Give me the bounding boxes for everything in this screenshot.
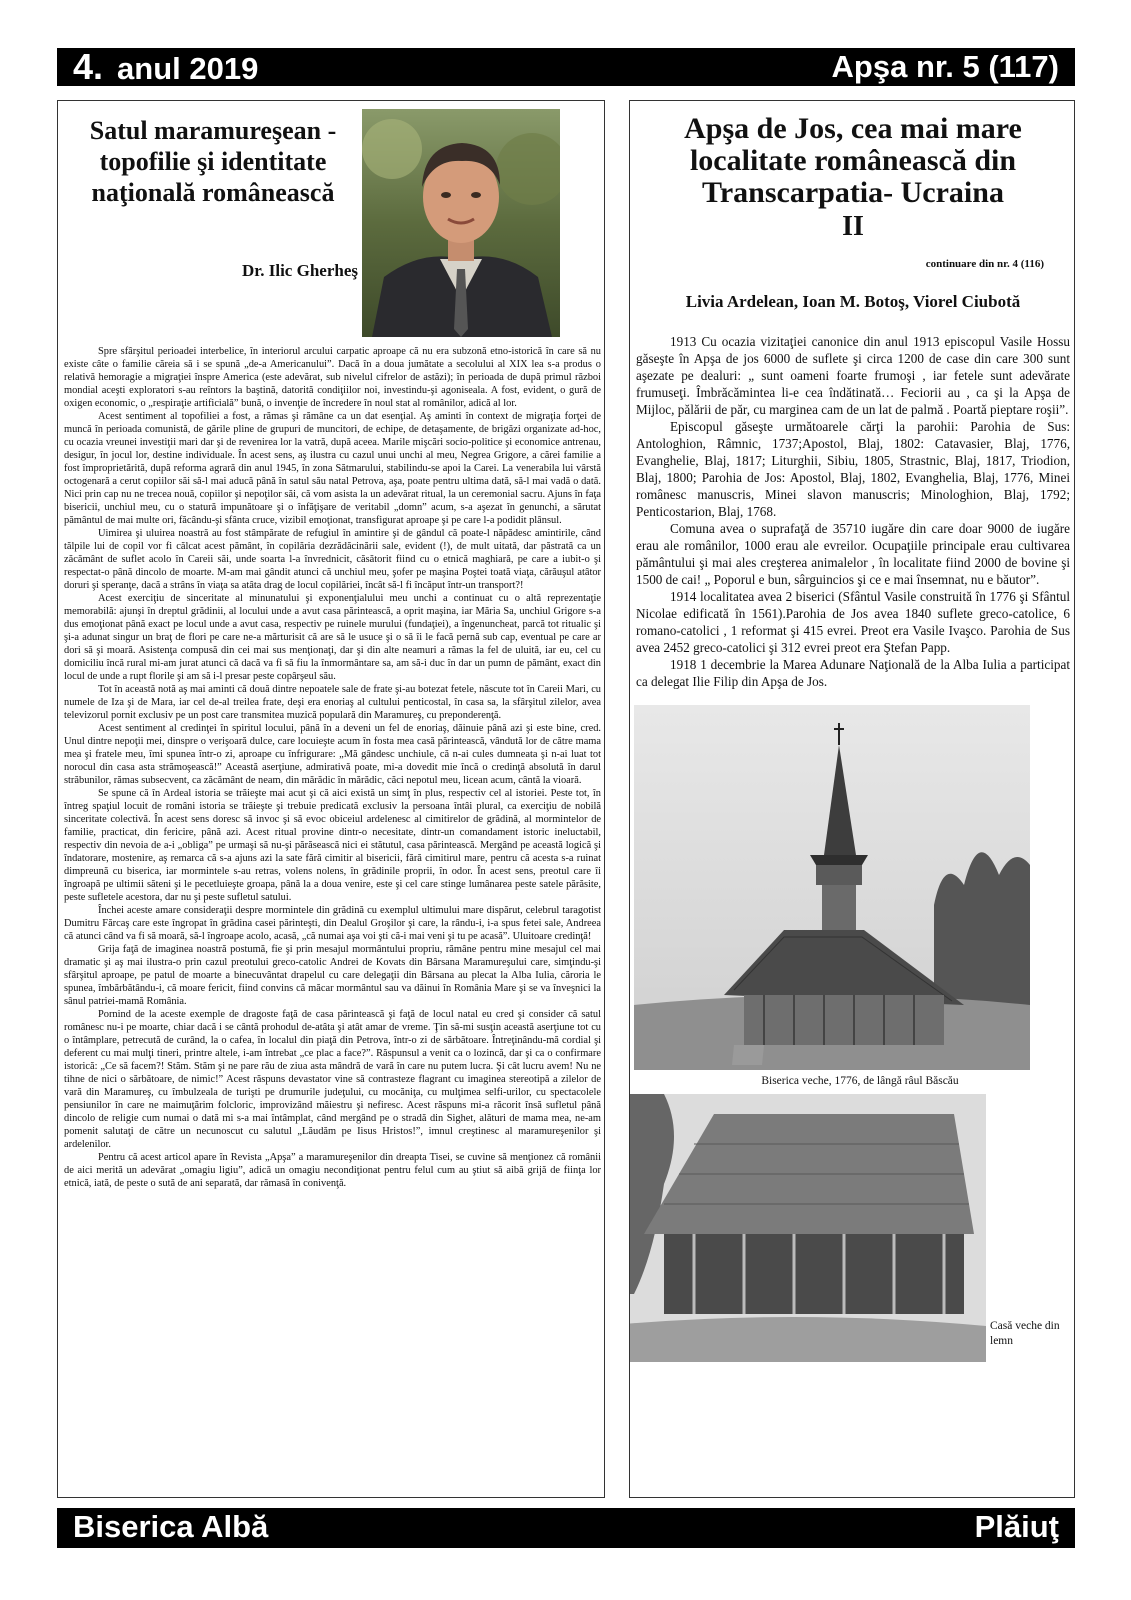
- page-footer: [57, 1508, 1075, 1548]
- paragraph: Spre sfârşitul perioadei interbelice, în interiorul arcului carpatic aproape că nu era subzonă etno-istorică în care să nu existe câte o familie căreia să i se spună „de-a Americanului”. Dacă în a doua jumătate a secolului al XIX lea s-a produs o relativă hemoragie a migraţiei înspre America (este adevărat, sub nivelul cifrelor de astăzi); în perioada de după primul război mondial aceşti exploratori s-au reîntors la baştină, datorită condiţiilor noi, investindu-şi agoniseala. A fost, evident, o gură de oxigen economic, o „respiraţie artificială” bună, o invenţie de încredere în noul stat al românilor, adică al lor.: [64, 346, 601, 409]
- continuation-note: continuare din nr. 4 (116): [925, 258, 1044, 270]
- left-article: [57, 100, 605, 1498]
- right-article-part: II: [842, 211, 864, 242]
- left-article-body: [64, 345, 601, 1190]
- paragraph: Pornind de la aceste exemple de dragoste faţă de casa părintească şi faţă de locul natal eu cred şi consider că satul românesc nu-i pe moarte, chiar dacă i se cântă prohodul de-atâta şi atât amar de vreme. Ţin să-mi susţin această aserţiune tot cu o întâmplare, petrecută de curând, la o cafea, în localul din piaţă din Petrova, într-o zi de sărbătoare. Întreţinându-mă cordial şi deferent cu mai mulţi tineri, printre altele, i-am întrebat „ce plac a face?”. Răspunsul a venit ca o lozincă, dar şi ca o confirmare istorică: „Ce să facem?! Stăm. Stăm şi ne pare rău de ziua asta mândră de vară în care nu putem lucra. Şi cât lucru avem! Nu ne tihne de nici o sărbătoare, de nimic!” Acest răspuns devastator vine să contrasteze flagrant cu imaginea stereotipă a zilelor de vară din Maramureş, cu îmbulzeala de turişti pe drumurile judeţului, cu mocăniţa, cu mulţimea selfi-urilor, cu spectacolele pensiunilor în care ne maimuţărim folcloric, improvizând măiestru şi nefiresc. Acest răspuns mi-a răcorit însă sufletul până dincolo de religie cum numai o dată mi s-a mai întâmplat, când mergând pe o stradă din Sighet, alături de mama mea, ne-am pomenit salutaţi de către un necunoscut cu salutul „Lăudăm pe Iisus Hristos!”, imnul creştinesc al maramureşenilor şi ardelenilor.: [64, 1009, 601, 1150]
- paragraph: Uimirea şi uluirea noastră au fost stâmpărate de refugiul în amintire şi de gândul că poate-l năpădesc amintirile, când tălpile lui de copil vor fi călcat acest pământ, în copilăria dezrădăcinării sale, evident (!), de mult uitată, dar păstrată ca un zăcământ de suflet acolo în Careii săi, unde soarta l-a învrednicit, căsătorit fiind cu o etnică maghiară, pe care a iubit-o şi respectat-o până dincolo de moarte. M-am mai gândit atunci că unchiul meu, şofer pe maşina Poştei toată viaţa, cărăuşul atâtor doruri şi speranţe, dacă a strâns în viaţa sa atâta drag de locul copilăriei, încât să-l fi încăput într-un transport?!: [64, 528, 601, 591]
- paragraph: Închei aceste amare consideraţii despre mormintele din grădină cu exemplul ultimului mare dispărut, celebrul taragotist Dumitru Fărcaş care este îngropat în grădina casei părinteşti, din Dealul Groşilor şi care, la rându-i, i-a spus fetei sale, Andreea că atunci când va fi să moară, să-l îngroape acolo, acasă, „că numai aşa voi şti că-i mai veni şi tu pe acasă”. Uluitoare credinţă!: [64, 905, 601, 942]
- header-issue: Apşa nr. 5 (117): [831, 49, 1059, 84]
- paragraph: 1918 1 decembrie la Marea Adunare Naţională de la Alba Iulia a participat ca delegat Ilie Filip din Apşa de Jos.: [636, 657, 1070, 689]
- paragraph: 1914 localitatea avea 2 biserici (Sfântul Vasile construită în 1776 şi Sfântul Nicolae edificată în 1561).Parohia de Jos avea 1840 suflete greco-catolice, 6 romano-catolici , 1 reformat şi 415 evrei. Preot era Vasile Ivaşco. Parohia de Sus avea 2452 greco-catolici şi 312 evrei preot era Ştefan Papp.: [636, 589, 1070, 655]
- paragraph: 1913 Cu ocazia vizitaţiei canonice din anul 1913 episcopul Vasile Hossu găseşte în Apşa de jos 6000 de suflete şi circa 1200 de case din care 300 sunt aşezate pe dealuri: „ sunt oameni foarte frumoşi , iar fetele sunt adevărate frumuseţi. Îmbrăcămintea li-e cea îndătinată… Feciorii au , ca şi la Apşa de Mijloc, pălării de păr, cu marginea cam de un lat de palmă . Poartă pieptare roşii”.: [636, 334, 1070, 417]
- footer-left: Biserica Albă: [73, 1509, 269, 1544]
- left-article-title: Satul maramureşean - topofilie şi identitate naţională românească: [89, 116, 337, 207]
- paragraph: Episcopul găseşte următoarele cărţi la parohii: Parohia de Sus: Antologhion, Râmnic, 1737;Apostol, Blaj, 1802: Catavasier, Blaj, 1776, Evanghelie, Blaj, 1817; Liturghii, Sibiu, 1805, Strastnic, Blaj, 1817, Triodion, Blaj, 1800; Parohia de Jos: Apostol, Blaj, 1802, Evanghelia, Blaj, 1776, Minei românesc manuscris, Minei slavon manuscris; Minologhion, Blaj, 1792; Penticostarion, Blaj, 1768.: [636, 419, 1070, 519]
- portrait-photo: [362, 109, 560, 337]
- wooden-house-photo: [629, 1094, 986, 1362]
- page-header: [57, 48, 1075, 86]
- right-article-title: [636, 113, 1070, 243]
- paragraph: Grija faţă de imaginea noastră postumă, fie şi prin mesajul mormântului propriu, rămâne pentru mine mesajul cel mai dramatic şi aş mai ilustra-o prin cazul preotului greco-catolic Andrei de Kovats din Bârsana Maramureşului care, simţindu-şi sfârşitul aproape, pe patul de moarte a binecuvântat drapelul cu care delegaţii din Bârsana au plecat la Alba Iulia, căroria le spunea, îmbărbătându-i, că moare fericit, fiind convins că măcar mormântul sau va dăinui în România Mare şi se va înveşnici la sânul patriei-mamă România.: [64, 944, 601, 1007]
- paragraph: Acest exerciţiu de sinceritate al minunatului şi exponenţialului meu unchi a continuat cu o altă reprezentaţie memorabilă: ajunşi în dreptul grădinii, al locului unde a avut casa părintească, a oprit maşina, iar Măria Sa, unchiul Grigore s-a dus emoţionat până exact pe locul unde a avut casa, respectiv pe ruinele murului (fundaţiei), a îngenuncheat, parcă tot ritualic şi şi-a adunat singur un braţ de flori pe care ne-a mărturisit că are să le usuce şi o să îi le facă pernă sub cap, eventual pe care ar dori să şi moară. Asistenţa compusă din cei mai sus menţionaţi, dar şi din alte neamuri a rămas la fel de uluită, iar eu, cel cu domiciliu încă rural mi-am jurat atunci că dacă va fi să fiu la înmormântare sa, am să-i duc în dar un pumn de pământ, exact din locul de unde a rupt florile şi am să i-l presar peste copârşeul său.: [64, 593, 601, 682]
- page-number: 4.: [73, 46, 104, 87]
- paragraph: Se spune că în Ardeal istoria se trăieşte mai acut şi că aici există un simţ în plus, respectiv cel al istoriei. Peste tot, în întreg spaţiul locuit de români istoria se trăieşte şi trebuie predicată exclusiv la persoana întâi plural, ca exerciţiu de nobilă sinceritate colectivă. În acest sens doresc să invoc şi să evoc obiceiul ardelenesc al cimitirelor de grădină, al mormintelor de familie, practicat, din fericire, până azi. Acest ritual provine dintr-o necesitate, dintr-un comandament istoric ineluctabil, respectiv din nevoia de a-i „obliga” pe urmaşi să nu-şi părăsească nici ei stătutul, casa părintească. Mergând pe această logică şi îndatorare, mostenire, aş remarca că s-a ajuns azi la sate fără cimitir al bisericii, fără cimitirul mare, pentru că acesta s-a ruinat dimpreună cu biserica, iar mormintele s-au retras, volens nolens, în grădinile proprii, în odor. În acest sens, preotul care îi îngroapă pe ultimii săteni şi le pecetluieşte groapa, până la a doua venire, este şi cel care stinge lumânarea peste satele părăsite, peste sufletele acestora, dar nu şi peste sufletul satului.: [64, 788, 601, 903]
- left-article-author: Dr. Ilic Gherheş: [241, 261, 358, 280]
- church-photo-caption: Biserica veche, 1776, de lângă râul Băscău: [761, 1075, 959, 1087]
- right-article: [629, 100, 1075, 1498]
- paragraph: Comuna avea o suprafaţă de 35710 iugăre din care doar 9000 de iugăre erau ale românilor, 1000 erau ale evreilor. Ocupaţiile principale erau cultivarea pământului şi mai ales creşterea animalelor , în localitate fiind 2000 de bovine şi 1500 de cai! „ Poporul e bun, sârguincios şi ce e mai însemnat, nu e băutor”.: [636, 521, 1070, 587]
- right-article-authors: Livia Ardelean, Ioan M. Botoş, Viorel Ciubotă: [685, 292, 1021, 311]
- header-left: [73, 46, 259, 87]
- paragraph: Acest sentiment al credinţei în spiritul locului, până în a deveni un fel de enoriaş, dăinuie până azi şi este bine, cred. Unul dintre nepoţii mei, dinspre o verişoară dulce, care locuieşte acum în fosta mea casă părintească, vândută lor de către mama mea şi fratele meu, îmi spunea într-o zi, aproape cu înfrigurare: „Mă gândesc unchiule, că n-ai cules dumneata şi n-ai luat tot norocul din casa asta strămoşească!” Această aserţiune, admirativă poate, mi-a dovedit mie încă o credinţă absolută în darul străbunilor, rămas subsecvent, ca zăcământ de neam, din mărădic în mărădic, căci nepotul meu, licean acum, cântă la vioară.: [64, 723, 601, 786]
- right-article-body: [636, 333, 1070, 690]
- paragraph: Acest sentiment al topofiliei a fost, a rămas şi rămâne ca un dat esenţial. Aş aminti în context de migraţia forţei de muncă în perioada comunistă, de gările pline de grupuri de muncitori, de echipe, de detaşamente, de brigăzi organizate ad-hoc, cu ocazia vreunei investiţii mari dar şi de revenirea lor la vatră, după aceea. Marile mişcări socio-politice şi economice antrenau, desigur, în jocul lor, destine individuale. În acest sens, aş ilustra cu cazul unui unchi al meu, Negrea Grigore, a cărei familie a fost împroprietărită, după reforma agrară din anul 1945, în zona Sătmarului, stabilindu-se apoi la Carei. La venerabila lui vârstă octogenară a cerut copiilor săi să-l mai aducă până în satul său natal Petrova, aşa, poate pentru ultima dată, să-l mai vadă o dată. Nici prin cap nu ne trecea nouă, copiilor şi nepoţilor săi, că vom asista la un adevărat ritual, la un ceremonial sacru. Ajuns în faţa bisericii, unchiul meu, cu o statură impunătoare şi o înfăţişare de veritabil „domn” acum, s-a aşezat în genunchi, a sărutat pământul de mai multe ori, făcându-şi sfânta cruce, vizibil emoţionat, transfigurat aproape şi pe care l-a podidit plânsul.: [64, 411, 601, 526]
- footer-right: Plăiuţ: [974, 1509, 1059, 1544]
- wooden-church-photo: [634, 705, 1030, 1070]
- paragraph: Pentru că acest articol apare în Revista „Apşa” a maramureşenilor din dreapta Tisei, se cuvine să menţionez că românii de aici merită un adevărat „omagiu ligiu”, adică un omagiu necondiţionat pentru felul cum au ştiut să aibă grijă de fiinţa lor etnică, iată, de peste o sută de ani separată, dar rămasă în conivenţă.: [64, 1152, 601, 1189]
- paragraph: Tot în această notă aş mai aminti că două dintre nepoatele sale de frate şi-au botezat fetele, născute tot în Careii Mari, cu numele de Iza şi de Mara, iar cel de-al treilea frate, deşi era enoriaş al cultului penticostal, în casa sa, la sfârşitul zilelor, avea televizorul pornit exclusiv pe un post care transmitea muzică populară din Maramureş, cu preponderenţă.: [64, 684, 601, 721]
- right-article-title-text: Apşa de Jos, cea mai mare localitate românească din Transcarpatia- Ucraina: [684, 112, 1022, 209]
- header-year: anul 2019: [117, 51, 259, 86]
- house-photo-caption: Casă veche din lemn: [990, 1320, 1060, 1347]
